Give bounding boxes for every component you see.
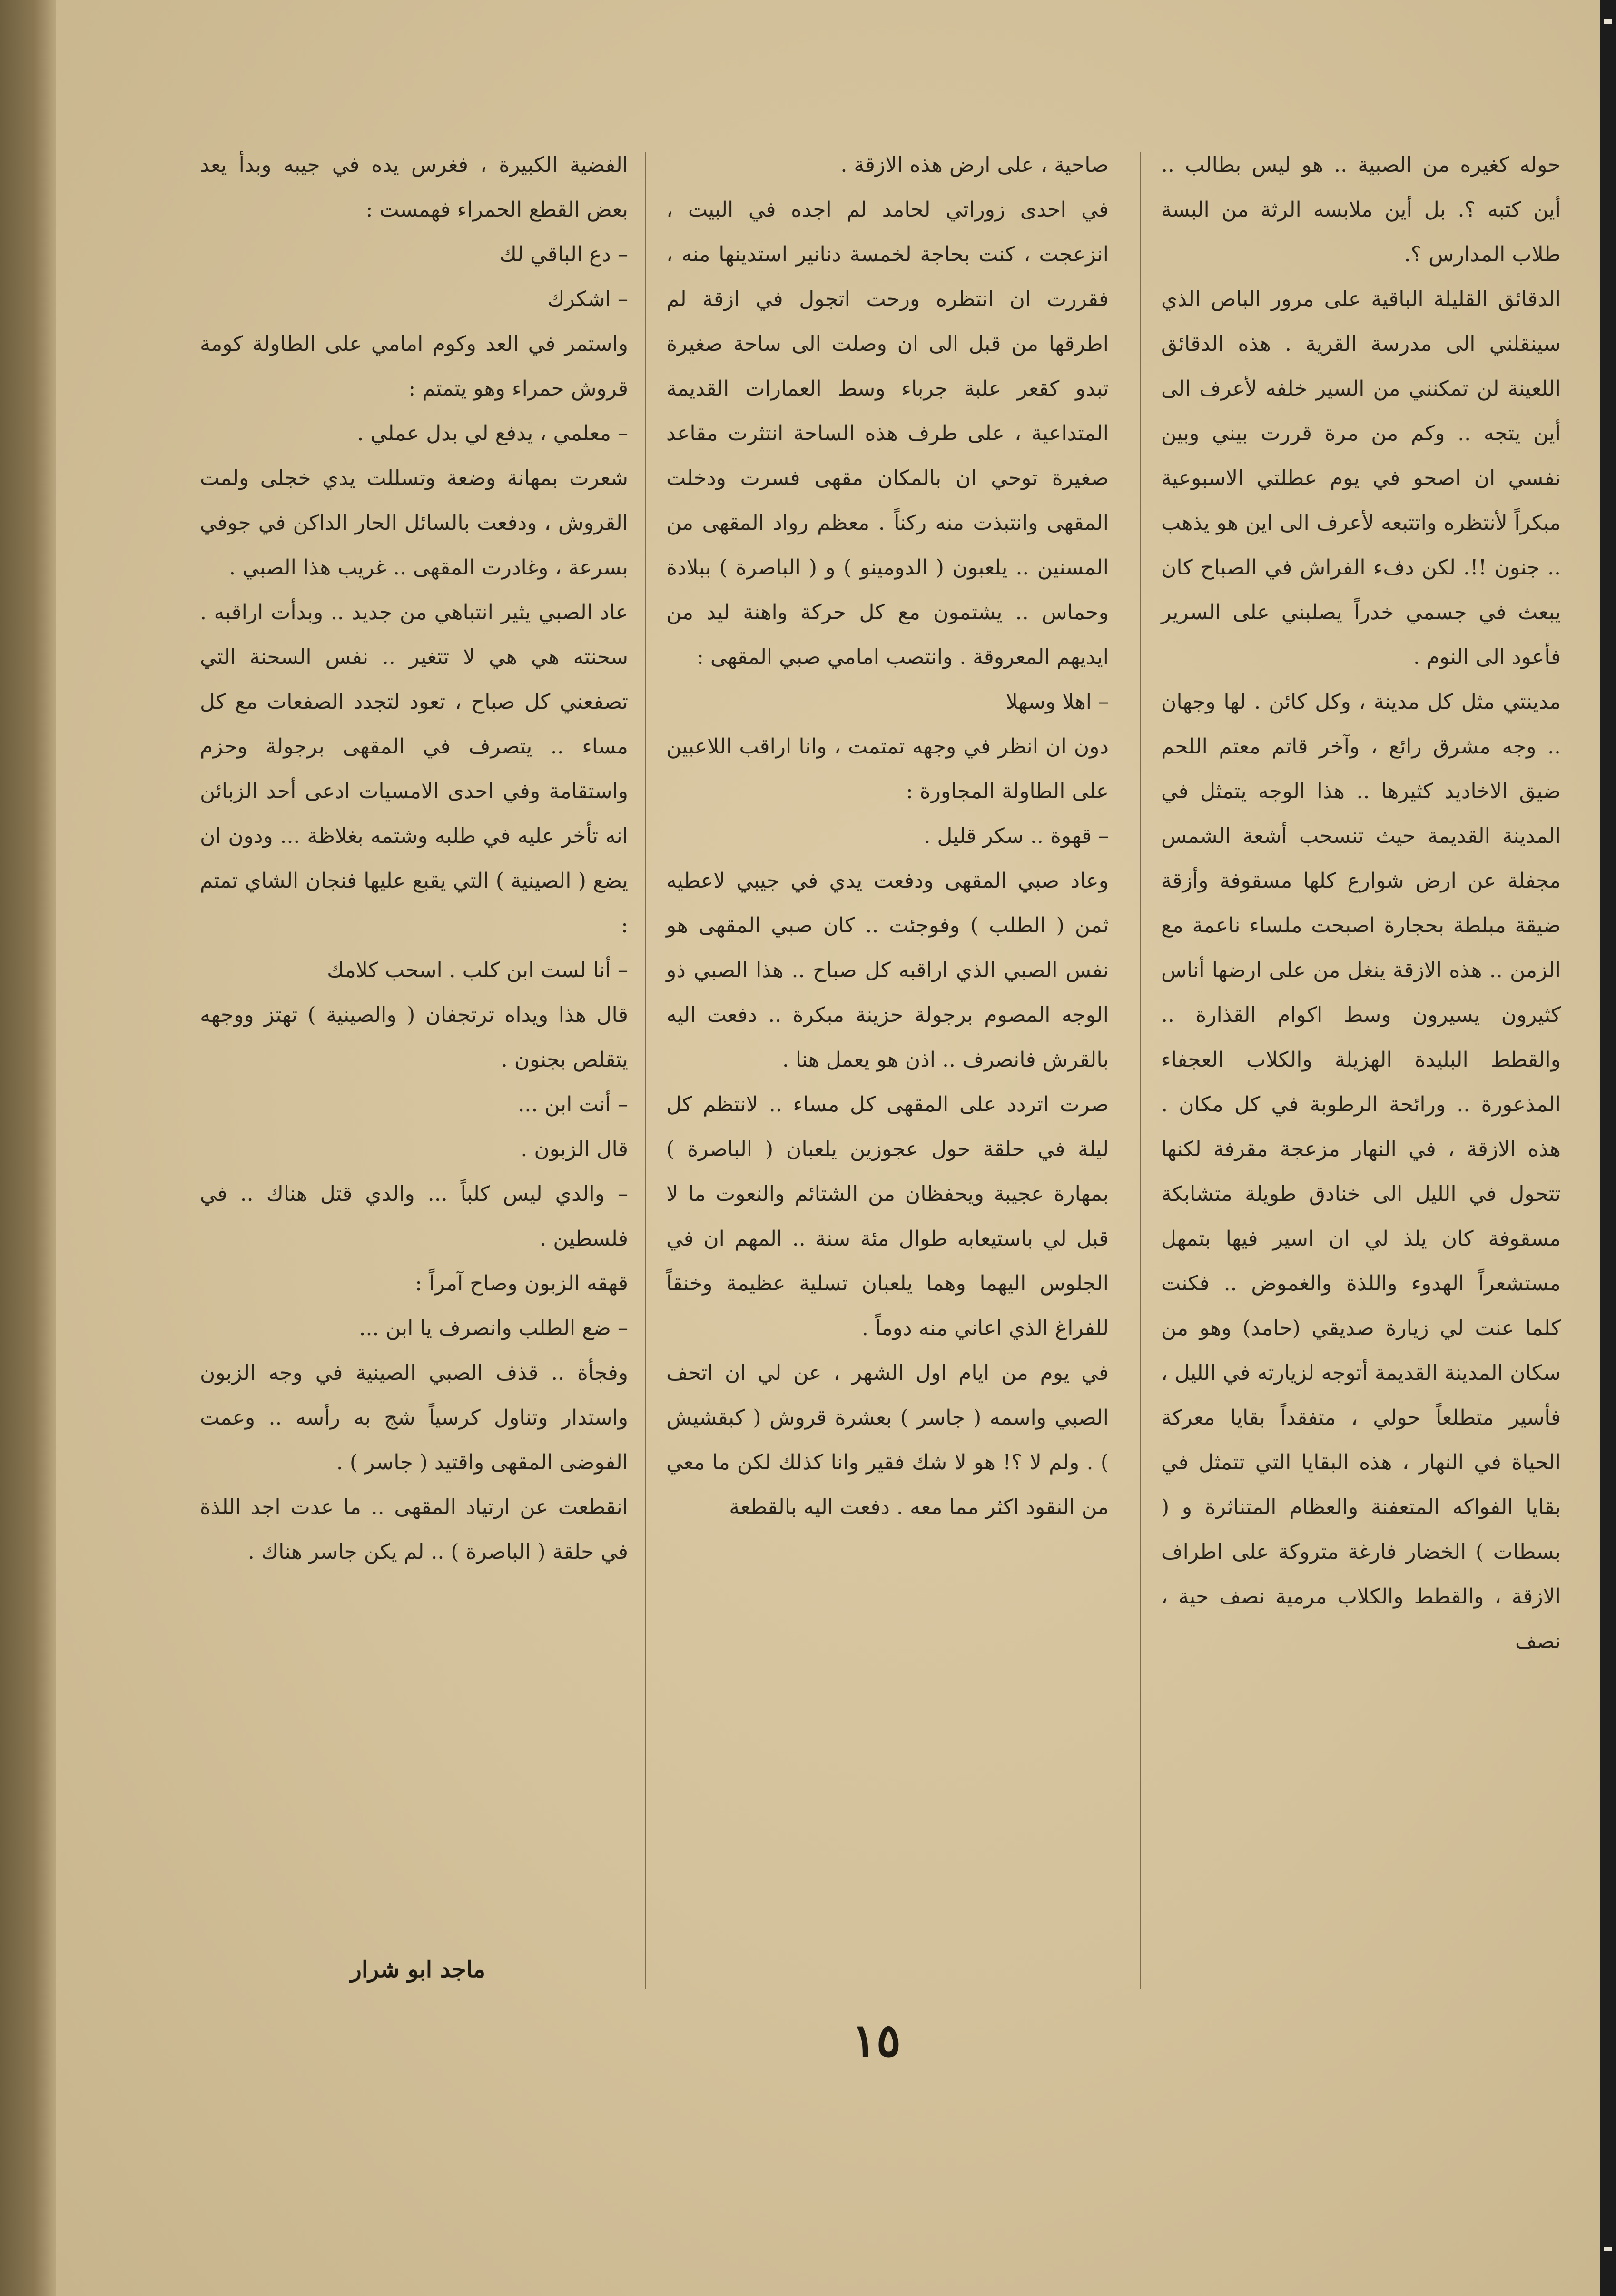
- dialogue-line: – ضع الطلب وانصرف يا ابن ...: [359, 1316, 628, 1340]
- dialogue-line: – اهلا وسهلا: [1005, 690, 1109, 714]
- paragraph: الدقائق القليلة الباقية على مرور الباص الذي سينقلني الى مدرسة القرية . هذه الدقائق اللعينة لن تمكنني من السير خلفه لأعرف الى أين يتجه .. وكم من مرة قررت بيني وبين نفسي ان اصحو في يوم عطلتي الاسبوعية مبكراً لأنتظره واتتبعه لأعرف الى اين هو يذهب .. جنون !!. لكن دفء الفراش في الصباح كان يبعث في جسمي خدراً يصلبني على السرير فأعود الى النوم .: [1161, 287, 1561, 669]
- page-number: ١٥: [852, 2013, 901, 2067]
- dialogue-line: – قهوة .. سكر قليل .: [924, 824, 1109, 848]
- column-divider: [645, 152, 646, 1989]
- dialogue-line: – أنت ابن ...: [518, 1092, 628, 1117]
- author-signature: ماجد ابو شرار: [350, 1956, 485, 1983]
- paragraph: الفضية الكبيرة ، فغرس يده في جيبه وبدأ يعد بعض القطع الحمراء فهمست :: [200, 153, 628, 222]
- dialogue-line: – معلمي ، يدفع لي بدل عملي .: [357, 421, 628, 445]
- paragraph: عاد الصبي يثير انتباهي من جديد .. وبدأت اراقبه . سحنته هي هي لا تتغير .. نفس السحنة التي تصفعني كل صباح ، تعود لتجدد الصفعات مع كل مساء .. يتصرف في المقهى برجولة وحزم واستقامة وفي احدى الامسيات ادعى أحد الزبائن انه تأخر عليه في طلبه وشتمه بغلاظة ... ودون ان يضع ( الصينية ) التي يقبع عليها فنجان الشاي تمتم :: [200, 600, 628, 938]
- scan-binding-shadow: [0, 0, 56, 2296]
- paragraph: واستمر في العد وكوم امامي على الطاولة كومة قروش حمراء وهو يتمتم :: [200, 332, 628, 401]
- paragraph: وعاد صبي المقهى ودفعت يدي في جيبي لاعطيه ثمن ( الطلب ) وفوجئت .. كان صبي المقهى هو نفس الصبي الذي اراقبه كل صباح .. هذا الصبي ذو الوجه المصوم برجولة حزينة مبكرة .. دفعت اليه بالقرش فانصرف .. اذن هو يعمل هنا .: [666, 869, 1109, 1072]
- paragraph: شعرت بمهانة وضعة وتسللت يدي خجلى ولمت القروش ، ودفعت بالسائل الحار الداكن في جوفي بسرعة ، وغادرت المقهى .. غريب هذا الصبي .: [200, 466, 628, 580]
- paragraph: قهقه الزبون وصاح آمراً :: [415, 1271, 628, 1296]
- paragraph: حوله كغيره من الصبية .. هو ليس بطالب .. أين كتبه ؟. بل أين ملابسه الرثة من البسة طلاب المدارس ؟.: [1161, 153, 1561, 267]
- paragraph: قال الزبون .: [521, 1137, 628, 1161]
- paragraph: صاحية ، على ارض هذه الازقة .: [840, 153, 1109, 177]
- paragraph: دون ان انظر في وجهه تمتمت ، وانا اراقب اللاعبين على الطاولة المجاورة :: [666, 734, 1109, 803]
- paragraph: مدينتي مثل كل مدينة ، وكل كائن . لها وجهان .. وجه مشرق رائع ، وآخر قاتم معتم اللحم ضيق الاخاديد كثيرها .. هذا الوجه يتمثل في المدينة القديمة حيث تنسحب أشعة الشمس مجفلة عن ارض شوارع كلها مسقوفة وأزقة ضيقة مبلطة بحجارة اصبحت ملساء ناعمة مع الزمن .. هذه الازقة ينغل من على ارضها أناس كثيرون يسيرون وسط اكوام القذارة .. والقطط البليدة الهزيلة والكلاب العجفاء المذعورة .. ورائحة الرطوبة في كل مكان . هذه الازقة ، في النهار مزعجة مقرفة لكنها تتحول في الليل الى خنادق طويلة متشابكة مسقوفة كان يلذ لي ان اسير فيها بتمهل مستشعراً الهدوء واللذة والغموض .. فكنت كلما عنت لي زيارة صديقي (حامد) وهو من سكان المدينة القديمة أتوجه لزيارته في الليل ، فأسير متطلعاً حولي ، متفقداً بقايا معركة الحياة في النهار ، هذه البقايا التي تتمثل في بقايا الفواكه المتعفنة والعظام المتناثرة و ( بسطات ) الخضار فارغة متروكة على اطراف الازقة ، والقطط والكلاب مرمية نصف حية ، نصف: [1161, 690, 1561, 1653]
- paragraph: صرت اتردد على المقهى كل مساء .. لانتظم كل ليلة في حلقة حول عجوزين يلعبان ( الباصرة ) بمهارة عجيبة ويحفظان من الشتائم والنعوت ما لا قبل لي باستيعابه طوال مئة سنة .. المهم ان في الجلوس اليهما وهما يلعبان تسلية عظيمة وخنقاً للفراغ الذي اعاني منه دوماً .: [666, 1092, 1109, 1340]
- paragraph: قال هذا ويداه ترتجفان ( والصينية ) تهتز ووجهه يتقلص بجنون .: [200, 1003, 628, 1072]
- article-column-left: [200, 143, 628, 1574]
- paragraph: في احدى زوراتي لحامد لم اجده في البيت ، انزعجت ، كنت بحاجة لخمسة دنانير استدينها منه ، فقررت ان انتظره ورحت اتجول في ازقة لم اطرقها من قبل الى ان وصلت الى ساحة صغيرة تبدو كقعر علبة جرباء وسط العمارات القديمة المتداعية ، على طرف هذه الساحة انتثرت مقاعد صغيرة توحي ان بالمكان مقهى فسرت ودخلت المقهى وانتبذت منه ركناً . معظم رواد المقهى من المسنين .. يلعبون ( الدومينو ) و ( الباصرة ) ببلادة وحماس .. يشتمون مع كل حركة واهنة ليد من ايديهم المعروقة . وانتصب امامي صبي المقهى :: [666, 198, 1109, 669]
- dialogue-line: – أنا لست ابن كلب . اسحب كلامك: [327, 958, 628, 982]
- paragraph: وفجأة .. قذف الصبي الصينية في وجه الزبون واستدار وتناول كرسياً شج به رأسه .. وعمت الفوضى المقهى واقتيد ( جاسر ) .: [200, 1361, 628, 1475]
- edge-mark: [1604, 19, 1612, 24]
- article-column-right: [1161, 143, 1561, 1664]
- dialogue-line: – والدي ليس كلباً ... والدي قتل هناك .. في فلسطين .: [200, 1182, 628, 1251]
- dialogue-line: – اشكرك: [547, 287, 628, 311]
- article-column-middle: [666, 143, 1109, 1530]
- paragraph: في يوم من ايام اول الشهر ، عن لي ان اتحف الصبي واسمه ( جاسر ) بعشرة قروش ( كبقشيش ) . ولم لا ؟! هو لا شك فقير وانا كذلك لكن ما معي من النقود اكثر مما معه . دفعت اليه بالقطعة: [666, 1361, 1109, 1519]
- scan-edge-bar: [1600, 0, 1616, 2296]
- paragraph: انقطعت عن ارتياد المقهى .. ما عدت اجد اللذة في حلقة ( الباصرة ) .. لم يكن جاسر هناك .: [200, 1495, 628, 1564]
- column-divider: [1140, 152, 1141, 1989]
- edge-mark: [1604, 2247, 1612, 2251]
- dialogue-line: – دع الباقي لك: [499, 242, 628, 267]
